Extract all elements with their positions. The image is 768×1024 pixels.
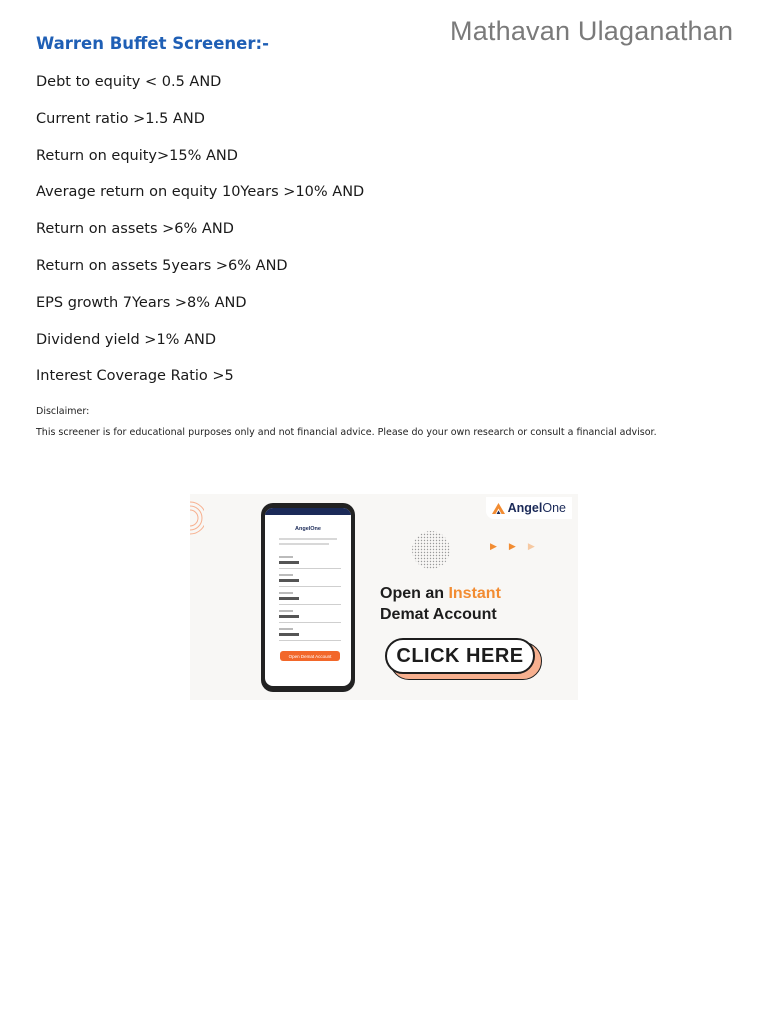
headline-line2: Demat Account — [380, 606, 497, 623]
phone-form-field — [279, 610, 341, 623]
phone-form-field — [279, 574, 341, 587]
author-name: Mathavan Ulaganathan — [450, 16, 734, 46]
phone-mockup — [261, 503, 355, 692]
page-title: Warren Buffet Screener:- — [36, 34, 269, 53]
criteria-item: Return on assets >6% AND — [36, 221, 234, 238]
angelone-logo — [486, 497, 572, 519]
phone-text-line — [279, 543, 329, 545]
criteria-item: Return on equity>15% AND — [36, 147, 238, 164]
banner-headline — [380, 583, 501, 625]
headline-prefix: Open an — [380, 585, 449, 602]
phone-text-line — [279, 538, 337, 540]
phone-screen-logo: AngelOne — [295, 526, 321, 532]
angelone-logo-text: AngelOne — [507, 501, 566, 515]
play-arrows-icon: ▶▶▶ — [490, 542, 547, 552]
headline-accent: Instant — [448, 585, 501, 602]
criteria-list — [36, 72, 364, 403]
open-demat-account-banner[interactable] — [190, 494, 578, 700]
phone-form-field — [279, 556, 341, 569]
criteria-item: EPS growth 7Years >8% AND — [36, 294, 247, 311]
criteria-item: Average return on equity 10Years >10% AND — [36, 184, 365, 201]
criteria-item: Dividend yield >1% AND — [36, 331, 216, 348]
dot-pattern-icon — [408, 530, 454, 570]
criteria-item: Return on assets 5years >6% AND — [36, 257, 288, 274]
decorative-arcs-icon — [190, 494, 204, 544]
phone-open-account-button: Open Demat Account — [280, 651, 340, 661]
disclaimer-text: This screener is for educational purposes only and not financial advice. Please do your own research or consult a financial advisor. — [36, 427, 657, 438]
disclaimer-label: Disclaimer: — [36, 406, 90, 417]
click-here-button[interactable]: CLICK HERE — [385, 638, 535, 674]
phone-screen — [265, 508, 351, 686]
criteria-item: Interest Coverage Ratio >5 — [36, 368, 234, 385]
phone-form-field — [279, 592, 341, 605]
phone-form-field — [279, 628, 341, 641]
criteria-item: Debt to equity < 0.5 AND — [36, 74, 222, 90]
angelone-logo-icon — [492, 503, 505, 514]
phone-status-bar — [265, 508, 351, 515]
criteria-item: Current ratio >1.5 AND — [36, 110, 205, 127]
